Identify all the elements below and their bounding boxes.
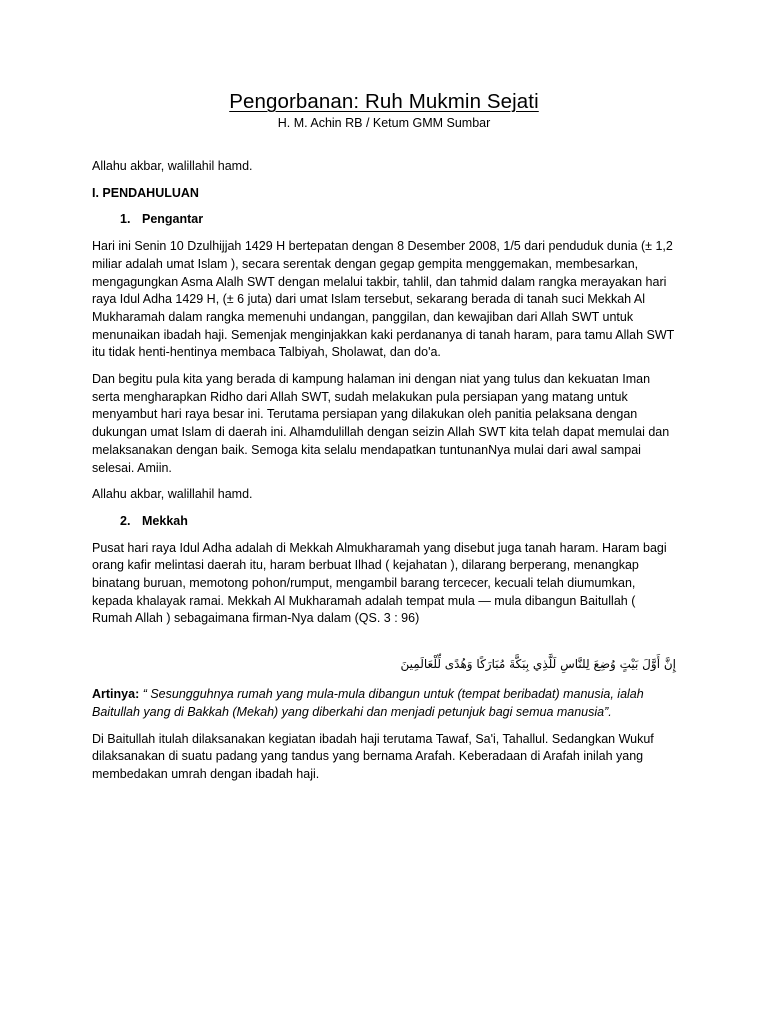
subsection-number: 2. [120,513,131,528]
translation-text: “ Sesungguhnya rumah yang mula-mula dibangun untuk (tempat beribadat) manusia, ialah Baitullah yang di Bakkah (Mekah) yang diberkahi dan menjadi petunjuk bagi semua manusia”. [92,687,644,719]
section-heading-pendahuluan: I. PENDAHULUAN [92,185,199,200]
subsection-heading-pengantar [92,211,676,229]
greeting-opening: Allahu akbar, walillahil hamd. [92,159,253,173]
greeting-second: Allahu akbar, walillahil hamd. [92,487,253,502]
document-title: Pengorbanan: Ruh Mukmin Sejati [229,90,539,113]
subsection-number: 1. [120,212,131,227]
subsection-label: Pengantar [142,212,204,227]
paragraph-intro: Hari ini Senin 10 Dzulhijjah 1429 H bertepatan dengan 8 Desember 2008, 1/5 dari penduduk dunia (± 1,2 miliar adalah umat Islam ), secara serentak dengan gegap gempita menggemakan, membesarkan, mengagungkan Asma Alalh SWT dengan melalui takbir, tahlil, dan tahmid dalam rangka merayakan hari raya Idul Adha 1429 H, (± 6 juta) dari umat Islam tersebut, sekarang berada di tanah suci Mekkah Al Mukharamah dalam rangka memenuhi undangan, panggilan, dan kewajiban dari Allah SWT untuk menunaikan ibadah haji. Semenjak menginjakkan kaki perdananya di tanah haram, para tamu Allah SWT itu tidak henti-hentinya membaca Talbiyah, Sholawat, dan do'a. [92,239,675,360]
subsection-heading-mekkah [92,513,676,531]
document-author: H. M. Achin RB / Ketum GMM Sumbar [277,116,491,130]
translation-label: Artinya: [92,687,140,702]
arabic-verse: إِنَّ أَوَّلَ بَيْتٍ وُضِعَ لِلنَّاسِ لَلَّذِي بِبَكَّةَ مُبَارَكًا وَهُدًى لِّلْعَالَمِينَ [400,657,676,672]
paragraph-baitullah: Di Baitullah itulah dilaksanakan kegiatan ibadah haji terutama Tawaf, Sa'i, Tahallul. Sedangkan Wukuf dilaksanakan di suatu padang yang tandus yang bernama Arafah. Keberadaan di Arafah inilah yang membedakan umrah dengan ibadah haji. [92,731,654,781]
verse-translation [92,686,676,721]
paragraph-mekkah: Pusat hari raya Idul Adha adalah di Mekkah Almukharamah yang disebut juga tanah haram. Haram bagi orang kafir melintasi daerah itu, haram berbuat Ilhad ( kejahatan ), dilarang berperang, menangkap binatang buruan, memotong pohon/rumput, mengambil barang tercecer, kecuali telah diumumkan, kepada khalayak ramai. Mekkah Al Mukharamah adalah tempat mula — mula dibangun Baitullah ( Rumah Allah ) sebagaimana firman-Nya dalam (QS. 3 : 96) [92,540,667,626]
subsection-label: Mekkah [142,513,188,528]
paragraph-preparation: Dan begitu pula kita yang berada di kampung halaman ini dengan niat yang tulus dan kekuatan Iman serta mengharapkan Ridho dari Allah SWT, sudah melakukan pula persiapan yang matang untuk menyambut hari raya besar ini. Terutama persiapan yang dilakukan oleh panitia pelaksana dengan dukungan umat Islam di daerah ini. Alhamdulillah dengan seizin Allah SWT kita telah dapat memulai dan melaksanakan dengan baik. Semoga kita selalu mendapatkan tuntunanNya mulai dari awal sampai selesai. Amiin. [92,372,670,475]
